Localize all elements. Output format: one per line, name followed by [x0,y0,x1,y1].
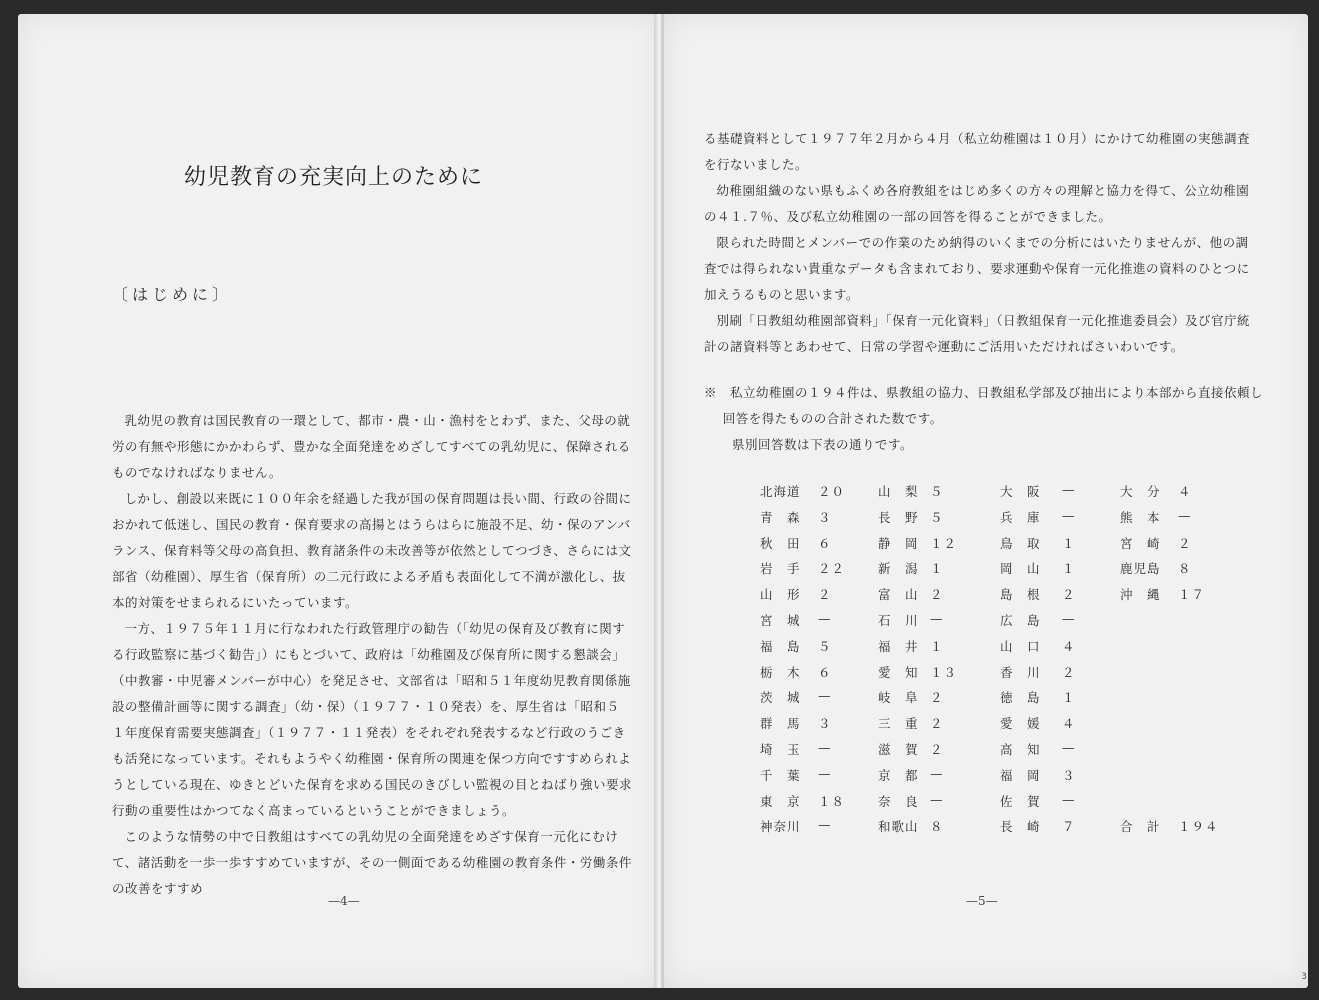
prefecture-count: ２ [930,742,944,757]
prefecture-name: 岡 山 [1000,561,1041,577]
prefecture-name: 香 川 [1000,664,1041,680]
prefecture-name: 青 森 [760,509,801,525]
prefecture-name: 合 計 [1120,819,1161,835]
prefecture-count: ６ [818,535,832,551]
prefecture-count: ４ [1062,716,1076,732]
prefecture-name: 福 島 [760,638,801,654]
prefecture-name: 群 馬 [760,716,801,732]
prefecture-count: — [818,688,832,704]
prefecture-name: 大 分 [1120,484,1161,499]
page-number-left: —4— [328,894,360,908]
prefecture-name: 岐 阜 [878,690,919,706]
prefecture-name: 山 口 [1000,638,1041,654]
prefecture-name: 富 山 [878,587,919,603]
page-number-right: —5— [966,894,998,908]
prefecture-count: ２ [818,587,832,603]
prefecture-name: 神奈川 [760,819,801,835]
paragraph-3: 一方、１９７５年１１月に行なわれた行政管理庁の勧告（「幼児の保育及び教育に関する行政監察に基づく勧告」）にもとづいて、政府は「幼稚園及び保育所に関する懇談会」（中教審・中児審メンバーが中心）を発足させ、文部省は「昭和５１年度幼児教育関係施設の整備計画等に関する調査」（幼・保）（１９７７・１０発表）を、厚生省は「昭和５１年度保育需要実態調査」（１９７７・１１発表）をそれぞれ発表するなど行政のうごきも活発になっています。それもようやく幼稚園・保育所の関連を保つ方向ですすめられようとしている現在、ゆきとどいた保育を求める国民のきびしい監視の目とねばり強い要求行動の重要性はかつてなく高まっているということができましょう。 [112,621,633,818]
prefecture-count: ３ [818,716,832,732]
prefecture-name: 滋 賀 [878,742,919,757]
prefecture-name: 石 川 [878,613,919,628]
corner-mark: 3 [1301,972,1307,982]
prefecture-name: 広 島 [1000,613,1041,628]
table-caption: 県別回答数は下表の通りです。 [732,437,914,452]
prefecture-name: 高 知 [1000,742,1041,757]
prefecture-count: ８ [1178,561,1192,577]
prefecture-name: 静 岡 [878,535,919,551]
prefecture-count: ５ [818,638,832,654]
prefecture-count: — [818,611,832,626]
prefecture-count: ２ [930,716,944,732]
prefecture-name: 長 崎 [1000,819,1041,835]
prefecture-count: １７ [1178,587,1206,603]
prefecture-name: 栃 木 [760,664,801,680]
prefecture-count: １８ [818,793,846,809]
right-paragraph-4: 別刷「日教組幼稚園部資料」「保育一元化資料」（日教組保育一元化推進委員会）及び官庁統計の諸資料等とあわせて、日常の学習や運動にご活用いただければさいわいです。 [704,313,1251,354]
prefecture-count: ４ [1062,638,1076,654]
prefecture-name: 鳥 取 [1000,535,1041,551]
prefecture-name: 秋 田 [760,535,801,551]
prefecture-name: 福 井 [878,638,919,654]
prefecture-count: ５ [930,484,944,499]
prefecture-count: ２０ [818,484,846,499]
prefecture-name: 北海道 [760,484,801,499]
prefecture-count: １ [1062,535,1076,551]
prefecture-count: — [930,791,944,807]
prefecture-name: 京 都 [878,767,919,783]
prefecture-count: — [1062,507,1076,523]
prefecture-count: ６ [818,664,832,680]
right-page [664,14,1308,988]
prefecture-name: 岩 手 [760,561,801,577]
prefecture-name: 鹿児島 [1120,561,1161,577]
prefecture-count: ２ [1178,535,1192,551]
prefecture-count: — [1062,611,1076,626]
prefecture-name: 沖 縄 [1120,587,1161,603]
prefecture-count: １ [930,638,944,654]
prefecture-count: ７ [1062,819,1076,835]
prefecture-count: — [930,611,944,626]
prefecture-count: ２２ [818,561,846,577]
prefecture-name: 愛 知 [878,664,919,680]
prefecture-name: 福 岡 [1000,767,1041,783]
prefecture-count: ３ [1062,767,1076,783]
prefecture-count: １ [930,561,944,577]
prefecture-name: 奈 良 [878,793,919,809]
prefecture-count: ８ [930,819,944,835]
section-heading: 〔はじめに〕 [112,285,233,304]
right-paragraph-3: 限られた時間とメンバーでの作業のため納得のいくまでの分析にはいたりませんが、他の調査では得られない貴重なデータも含まれており、要求運動や保育一元化推進の資料のひとつに加えうるものと思います。 [704,235,1250,302]
prefecture-name: 和歌山 [878,819,919,835]
prefecture-count: ２ [930,690,944,706]
prefecture-count: — [818,740,832,755]
prefecture-count: ５ [930,509,944,525]
prefecture-name: 山 形 [760,587,801,603]
prefecture-name: 愛 媛 [1000,716,1041,732]
prefecture-count: — [818,817,832,833]
prefecture-name: 島 根 [1000,587,1041,603]
prefecture-count: ２ [930,587,944,603]
prefecture-count: ３ [818,509,832,525]
prefecture-name: 宮 崎 [1120,535,1161,551]
right-paragraph-1: る基礎資料として１９７７年２月から４月（私立幼稚園は１０月）にかけて幼稚園の実態調査を行ないました。 [704,131,1251,172]
prefecture-name: 新 潟 [878,561,919,577]
prefecture-count: — [1062,791,1076,807]
prefecture-name: 熊 本 [1120,509,1161,525]
prefecture-count: ２ [1062,587,1076,603]
prefecture-count: １９４ [1178,819,1219,835]
prefecture-count: — [818,765,832,781]
left-page [18,14,660,988]
prefecture-count: １ [1062,690,1076,706]
prefecture-name: 埼 玉 [760,742,801,757]
prefecture-name: 宮 城 [760,613,801,628]
prefecture-count: ４ [1178,484,1192,499]
prefecture-name: 長 野 [878,509,919,525]
prefecture-count: ２ [1062,664,1076,680]
prefecture-name: 三 重 [878,716,919,732]
prefecture-count: — [930,765,944,781]
prefecture-name: 大 阪 [1000,484,1041,499]
page-title: 幼児教育の充実向上のために [184,165,484,190]
prefecture-count: — [1178,507,1192,523]
prefecture-name: 東 京 [760,793,801,809]
prefecture-count: １ [1062,561,1076,577]
paragraph-2: しかし、創設以来既に１００年余を経過した我が国の保育問題は長い間、行政の谷間におかれて低迷し、国民の教育・保育要求の高揚とはうらはらに施設不足、幼・保のアンバランス、保育料等父母の高負担、教育諸条件の未改善等が依然としてつづき、さらには文部省（幼稚園）、厚生省（保育所）の二元行政による矛盾も表面化して不満が激化し、抜本的対策をせまられるにいたっています。 [112,491,632,610]
prefecture-name: 茨 城 [760,690,801,706]
paragraph-4: このような情勢の中で日教組はすべての乳幼児の全面発達をめざす保育一元化にむけて、諸活動を一歩一歩すすめていますが、その一側面である幼稚園の教育条件・労働条件の改善をすすめ [112,829,632,896]
prefecture-name: 佐 賀 [1000,793,1041,809]
prefecture-count: — [1062,482,1076,497]
right-paragraph-2: 幼稚園組織のない県もふくめ各府教組をはじめ多くの方々の理解と協力を得て、公立幼稚園の４１.７％、及び私立幼稚園の一部の回答を得ることができました。 [704,183,1250,224]
prefecture-count: １３ [930,664,958,680]
prefecture-name: 山 梨 [878,484,919,499]
paragraph-1: 乳幼児の教育は国民教育の一環として、都市・農・山・漁村をとわず、また、父母の就労の有無や形態にかかわらず、豊かな全面発達をめざしてすべての乳幼児に、保障されるものでなければなりません。 [112,413,631,480]
note-text: ※ 私立幼稚園の１９４件は、県教組の協力、日教組私学部及び抽出により本部から直接依頼し回答を得たものの合計された数です。 [704,385,1264,426]
prefecture-count: — [1062,740,1076,755]
prefecture-count: １２ [930,535,958,551]
prefecture-name: 兵 庫 [1000,509,1041,525]
prefecture-name: 徳 島 [1000,690,1041,706]
prefecture-name: 千 葉 [760,767,801,783]
